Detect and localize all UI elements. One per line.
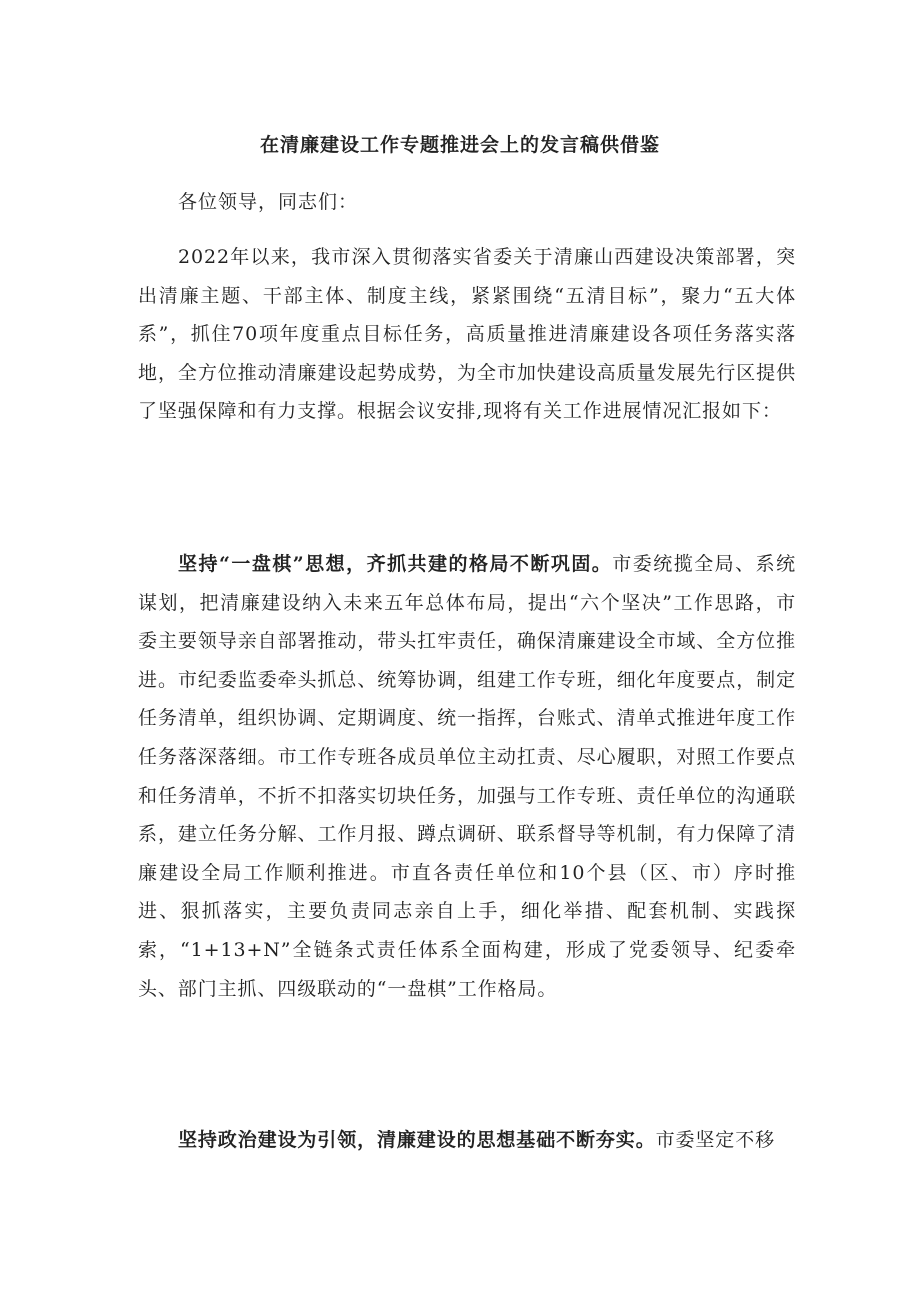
paragraph-heading: 坚持政治建设为引领，清廉建设的思想基础不断夯实。 <box>178 1129 656 1151</box>
document-title: 在清廉建设工作专题推进会上的发言稿供借鉴 <box>259 134 660 156</box>
paragraph-heading: 坚持“一盘棋”思想，齐抓共建的格局不断巩固。 <box>178 553 613 575</box>
paragraph-overall-plan <box>138 545 796 1008</box>
salutation: 各位领导，同志们： <box>178 191 359 213</box>
paragraph-text: 市委坚定不移 <box>655 1129 776 1151</box>
paragraph-political-building <box>138 1121 796 1160</box>
paragraph-intro <box>138 238 796 431</box>
paragraph-text: 市委统揽全局、系统谋划，把清廉建设纳入未来五年总体布局，提出“六个坚决”工作思路，市委主要领导亲自部署推动，带头扛牢责任，确保清廉建设全市域、全方位推进。市纪委监委牵头抓总、统筹协调，组建工作专班，细化年度要点，制定任务清单，组织协调、定期调度、统一指挥，台账式、清单式推进年度工作任务落深落细。市工作专班各成员单位主动扛责、尽心履职，对照工作要点和任务清单，不折不扣落实切块任务，加强与工作专班、责任单位的沟通联系，建立任务分解、工作月报、蹲点调研、联系督导等机制，有力保障了清廉建设全局工作顺利推进。市直各责任单位和10个县（区、市）序时推进、狠抓落实，主要负责同志亲自上手，细化举措、配套机制、实践探索，“1+13+N”全链条式责任体系全面构建，形成了党委领导、纪委牵头、部门主抓、四级联动的“一盘棋”工作格局。 <box>138 553 796 1000</box>
paragraph-text: 2022年以来，我市深入贯彻落实省委关于清廉山西建设决策部署，突出清廉主题、干部主体、制度主线，紧紧围绕“五清目标”，聚力“五大体系”，抓住70项年度重点目标任务，高质量推进清廉建设各项任务落实落地，全方位推动清廉建设起势成势，为全市加快建设高质量发展先行区提供了坚强保障和有力支撑。根据会议安排,现将有关工作进展情况汇报如下： <box>138 246 796 423</box>
